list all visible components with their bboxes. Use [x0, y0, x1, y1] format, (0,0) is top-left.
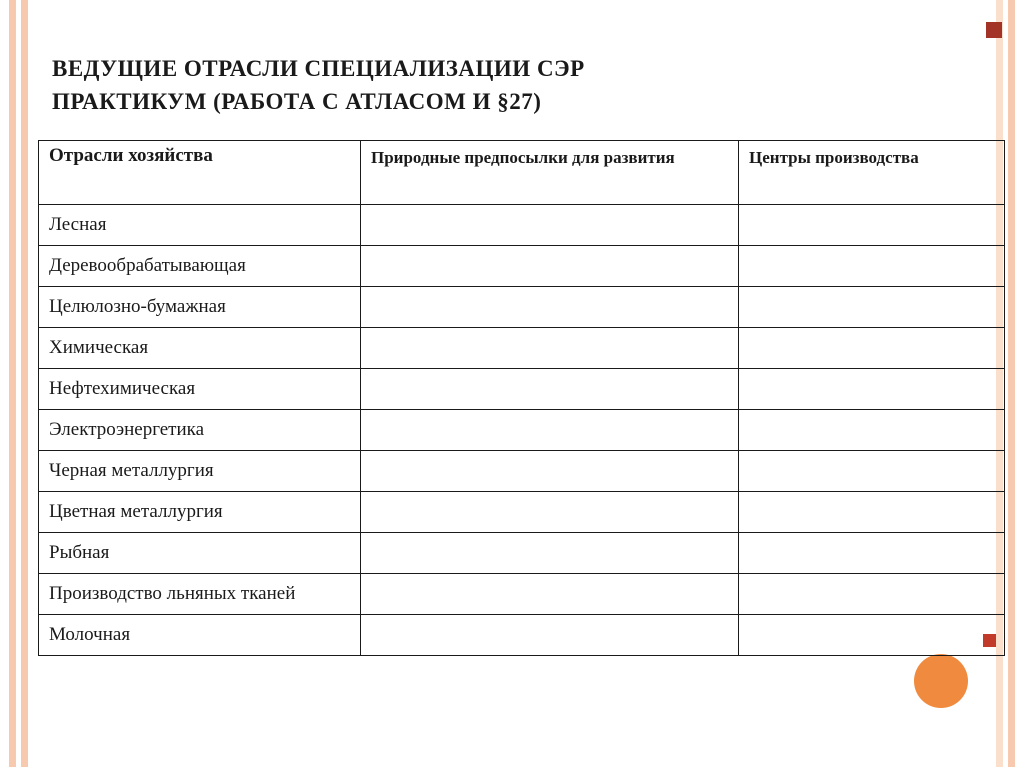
industry-cell: Черная металлургия: [39, 451, 361, 492]
table-row: [39, 615, 1005, 656]
table-row: [39, 328, 1005, 369]
prerequisites-cell: [361, 574, 739, 615]
table-row: [39, 246, 1005, 287]
centers-cell: [739, 574, 1005, 615]
centers-cell: [739, 369, 1005, 410]
prerequisites-cell: [361, 410, 739, 451]
table-row: [39, 451, 1005, 492]
left-stripe-decoration: [21, 0, 28, 767]
table-row: [39, 492, 1005, 533]
table-row: [39, 287, 1005, 328]
prerequisites-cell: [361, 369, 739, 410]
centers-cell: [739, 246, 1005, 287]
centers-cell: [739, 410, 1005, 451]
centers-cell: [739, 287, 1005, 328]
centers-cell: [739, 492, 1005, 533]
prerequisites-cell: [361, 205, 739, 246]
industry-cell: Деревообрабатывающая: [39, 246, 361, 287]
prerequisites-cell: [361, 287, 739, 328]
centers-cell: [739, 451, 1005, 492]
industry-cell: Цветная металлургия: [39, 492, 361, 533]
prerequisites-cell: [361, 451, 739, 492]
prerequisites-cell: [361, 492, 739, 533]
centers-cell: [739, 205, 1005, 246]
prerequisites-cell: [361, 533, 739, 574]
industry-cell: Лесная: [39, 205, 361, 246]
prerequisites-cell: [361, 246, 739, 287]
centers-cell: [739, 328, 1005, 369]
column-header-prerequisites: Природные предпосылки для развития: [361, 141, 739, 205]
industry-cell: Рыбная: [39, 533, 361, 574]
slide-title: [52, 52, 812, 119]
prerequisites-cell: [361, 615, 739, 656]
table-row: [39, 369, 1005, 410]
centers-cell: [739, 615, 1005, 656]
prerequisites-cell: [361, 328, 739, 369]
table-row: [39, 574, 1005, 615]
industry-cell: Нефтехимическая: [39, 369, 361, 410]
column-header-centers: Центры производства: [739, 141, 1005, 205]
industry-cell: Целюлозно-бумажная: [39, 287, 361, 328]
right-stripe-decoration: [1008, 0, 1015, 767]
slide-title-line-2: ПРАКТИКУМ (РАБОТА С АТЛАСОМ И §27): [52, 89, 542, 115]
specialization-table: [38, 140, 1005, 656]
centers-cell: [739, 533, 1005, 574]
industry-cell: Химическая: [39, 328, 361, 369]
slide-title-line-1: ВЕДУЩИЕ ОТРАСЛИ СПЕЦИАЛИЗАЦИИ СЭР: [52, 56, 585, 81]
industry-cell: Производство льняных тканей: [39, 574, 361, 615]
industry-cell: Молочная: [39, 615, 361, 656]
table-row: [39, 533, 1005, 574]
left-stripe-decoration: [9, 0, 16, 767]
accent-circle-decoration: [914, 654, 968, 708]
table-row: [39, 410, 1005, 451]
table-row: [39, 205, 1005, 246]
column-header-industries: Отрасли хозяйства: [39, 141, 361, 205]
accent-square-decoration: [986, 22, 1002, 38]
table-header-row: [39, 141, 1005, 205]
industry-cell: Электроэнергетика: [39, 410, 361, 451]
